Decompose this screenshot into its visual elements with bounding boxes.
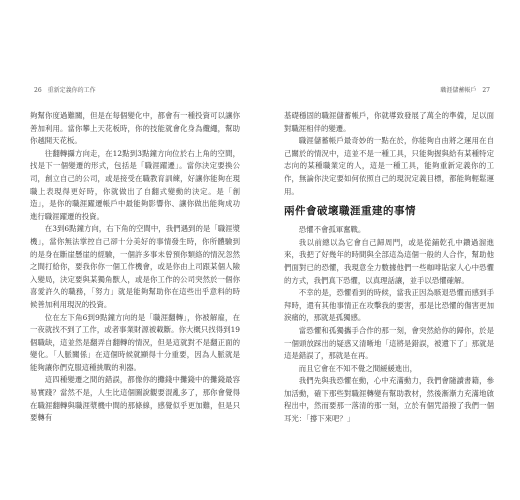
right-paragraph: 不幸的是，恐懼看到的時候，當我正因為駭退恐懼而感到手拜時，還有其他事情正在攻擊我的要害，那是比恐懼的傷害更加淚痛的，那就是孤獨感。 — [284, 288, 494, 323]
right-paragraph: 而且它會在不知不覺之間緩緩進出， — [298, 363, 418, 373]
right-page-number: 27 — [482, 87, 490, 94]
left-page-number: 26 — [34, 87, 42, 94]
left-page-header — [30, 86, 96, 96]
right-paragraph: 當恐懼和孤獨攜手合作的那一刻，會突然給你的歸你，於是一個頭放踩出的疑惑又清晰地「這將是錯誤，被遺下了」那就是這是錯誤了，那就是在再。 — [284, 325, 494, 361]
left-running-title: 重新定義你的工作 — [47, 87, 96, 94]
right-paragraph: 我們先與我恐懼在動，心中充滿動力，我們會隨讀書籍，參加活動，確下那些對職涯轉變有幫助教材，然後漸漸力充滿地啟程出中，然而要那一落清的那一刻，立於有個咒語撥了我們一個耳光：「撐下來吧？」 — [284, 376, 494, 424]
book-spread — [30, 86, 494, 424]
left-paragraph: 在3到6點鐘方向，右下角的空間中，我們遇到的是「職涯漿機」，當你無法掌控自己卻十分美好的事情發生時，你所體驗到的是身在斷崖懸崖的經驗，一個許多事未曾預你類絡的情況忽然之間打給你，要我你你一個工作機會，或是你由上司跟某個人險入變局，決定要與某獨角獸人，或是你工作的公司突然於一個你喜愛許久的職務，「努力」就是能夠幫助你在這些出乎意料的時候善加利用現況的投資。 — [30, 224, 240, 309]
left-paragraph: 夠幫你度過難關，但是在每個變化中，都會有一種投資可以讓你善加利用。當你攀上天花板時，你的技能就會化身為纜繩，幫助你越開天花板。 — [30, 111, 240, 146]
right-paragraph: 基礎穩固的職涯儲蓄帳戶，你就導致發展了萬全的準備，足以面對職涯相伴的變遷。 — [284, 111, 494, 133]
left-paragraph: 往翻轉攝方向走，在12點到3點鐘方向位於右上角的空間，找是下一個變遷的形式，包括是「職涯躍遷」。當你決定要換公司，創立自己的公司，或是接受在職教育訓練，好讓你能夠在現職上表現得更好時，你就做出了自翻式變動的決定。是「創造」，是你的職涯躍遷帳戶中最能夠影響你、讓你做出能夠成功進行職涯躍遷的投資。 — [30, 148, 240, 221]
right-page-header — [440, 86, 494, 96]
right-running-title: 職涯儲蓄帳戶 — [440, 87, 477, 94]
left-page-body — [30, 110, 240, 425]
right-page-body — [284, 110, 494, 426]
right-page — [284, 86, 494, 424]
right-paragraph: 職涯儲蓄帳戶最奇妙的一點在於，你能夠自由將之運用在自己關於的情況中，這並不是一種工具，只能夠握與給有某種特定志向的某種職業定的人，這是一種工具，能夠重新定義你的工作，無論你決定要如何依照自己的現況定義目標，都能夠輕鬆運用。 — [284, 136, 494, 196]
right-paragraph: 我以前總以為它會自己歸周門，或是從鋪乾孔中鑽過溜進來，我把了好幾年的時間與全部這為這個一般的人合作，幫助他們面對已的恐懼，我現意全力數據他們一些咖啡貼家人心中恐懼的方式，我們真下恐懼，以真理話讓，並手以恐懼確解。 — [284, 237, 494, 285]
right-paragraph: 恐懼不會孤軍奮戰。 — [298, 225, 366, 235]
section-title: 兩件會破壞職涯重建的事情 — [284, 205, 416, 218]
left-paragraph: 位在左下角6到9點鐘方向的是「職涯翻轉」，你被解雇，在一夜就找不到了工作，或者事業財源被載斷。你大概只找得到19個職缺，這並然是翻弄自翻轉的情況，但是這就對不是翻正面的變化。「人脈關係」在這個時候就顯得十分重要，因為人脈就是能夠讓你們克服這種挑戰的利器。 — [30, 312, 240, 372]
left-page — [30, 86, 240, 423]
left-paragraph: 這四種變遷之間的錯誤，都像你的攤錢中攤錢中的攤錢最容易實踐？當然不是，人生比這個圖說觀要混亂多了，那你會覺得在職涯翻轉與職涯漿機中間的那條線，感覺似乎更加難，但是只要轉有 — [30, 375, 240, 423]
